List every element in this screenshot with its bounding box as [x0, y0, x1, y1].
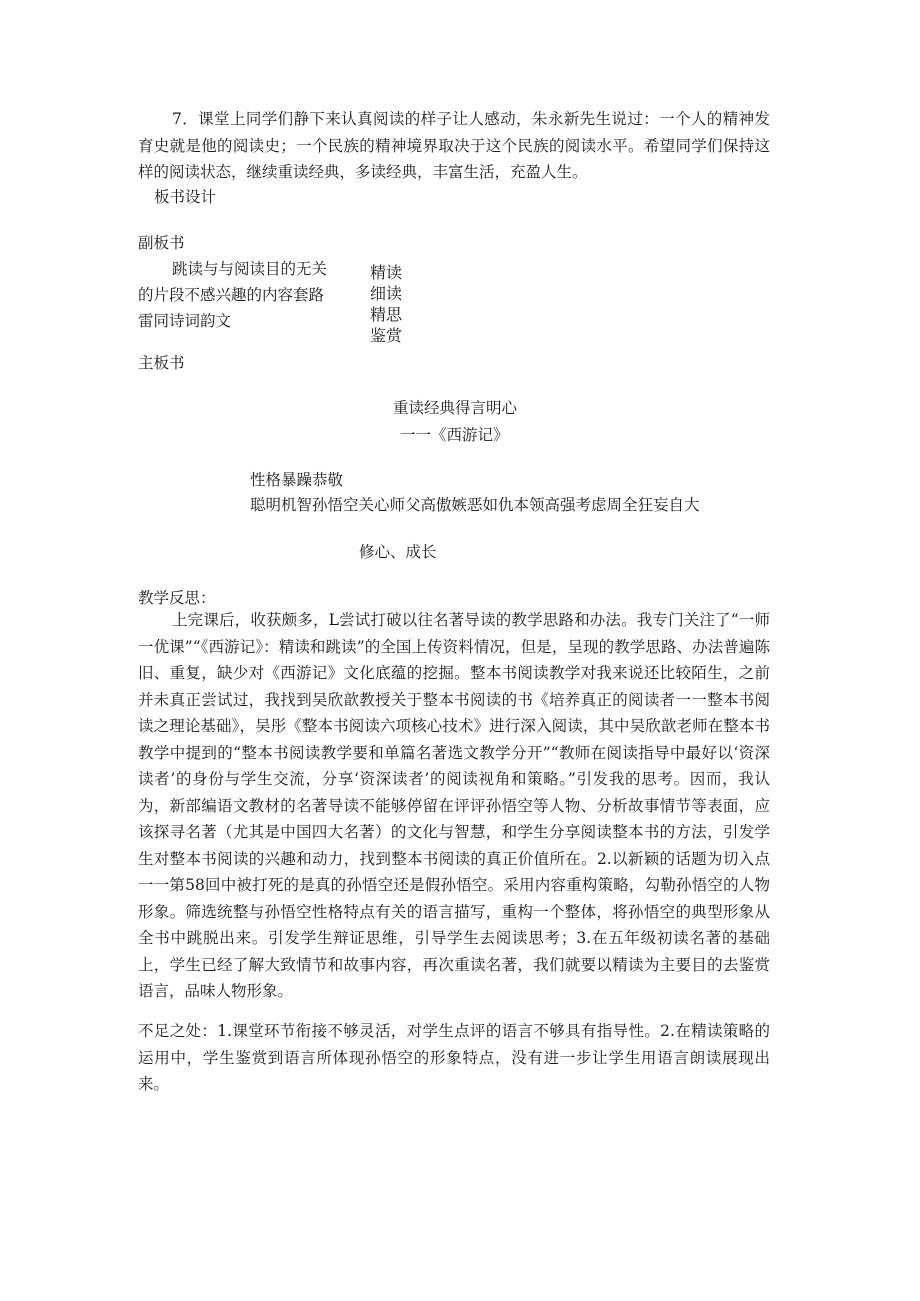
reflection-label: 教学反思：: [138, 589, 216, 607]
sub-board-right-line: 鉴赏: [370, 326, 403, 345]
main-board-bottom: 修心、成长: [359, 543, 437, 561]
reflection-paragraph: 上完课后，收获颇多，L尝试打破以往名著导读的教学思路和办法。我专门关注了“一师一优课”“《西游记》：精读和跳读”的全国上传资料情况，但是，呈现的教学思路、办法普遍陈旧、重复，缺少对《西游记》文化底蕴的挖掘。整本书阅读教学对我来说还比较陌生，之前并未真正尝试过，我找到吴欣歆教授关于整本书阅读的书《培养真正的阅读者一一整本书阅读之理论基础》，吴彤《整本书阅读六项核心技术》进行深入阅读，其中吴欣歆老师在整本书教学中提到的“整本书阅读教学要和单篇名著选文教学分开”“教师在阅读指导中最好以‘资深读者’的身份与学生交流，分享‘资深读者’的阅读视角和策略。”引发我的思考。因而，我认为，新部编语文教材的名著导读不能够停留在评评孙悟空等人物、分析故事情节等表面，应该探寻名著（尤其是中国四大名著）的文化与智慧，和学生分享阅读整本书的方法，引发学生对整本书阅读的兴趣和动力，找到整本书阅读的真正价值所在。2.以新颖的话题为切入点一一第58回中被打死的是真的孙悟空还是假孙悟空。采用内容重构策略，勾勒孙悟空的人物形象。筛选统整与孙悟空性格特点有关的语言描写，重构一个整体，将孙悟空的典型形象从全书中跳脱出来。引发学生辩证思维，引导学生去阅读思考；3.在五年级初读名著的基础上，学生已经了解大致情节和故事内容，再次重读名著，我们就要以精读为主要目的去鉴赏语言，品味人物形象。: [138, 611, 770, 1000]
main-board-line-2: 聪明机智孙悟空关心师父高傲嫉恶如仇本领高强考虑周全狂妄自大: [250, 496, 700, 514]
sub-board-right-line: 细读: [370, 284, 403, 303]
section-7-paragraph: 7．课堂上同学们静下来认真阅读的样子让人感动，朱永新先生说过：一个人的精神发育史就是他的阅读史；一个民族的精神境界取决于这个民族的阅读水平。希望同学们保持这样的阅读状态，继续重读经典，多读经典，丰富生活，充盈人生。: [138, 110, 770, 181]
sub-board-left-line: 雷同诗词韵文: [138, 312, 232, 330]
main-board-subtitle: 一一《西游记》: [400, 426, 509, 444]
sub-board-right-line: 精思: [370, 305, 403, 324]
sub-board-right-line: 精读: [370, 263, 403, 282]
sub-board-label: 副板书: [138, 234, 185, 252]
main-board-title: 重读经典得言明心: [393, 399, 518, 417]
sub-board-skim-list: [138, 256, 358, 334]
board-design-title: 板书设计: [154, 188, 217, 206]
shortcomings-paragraph: 不足之处：1.课堂环节衔接不够灵活，对学生点评的语言不够具有指导性。2.在精读策略的运用中，学生鉴赏到语言所体现孙悟空的形象特点，没有进一步让学生用语言朗读展现出来。: [138, 1022, 770, 1093]
sub-board-left-line: 的片段不感兴趣的内容套路: [138, 286, 325, 304]
main-board-label: 主板书: [138, 354, 185, 372]
sub-board-left-line: 跳读与与阅读目的无关: [172, 260, 328, 278]
main-board-line-1: 性格暴躁恭敬: [250, 471, 344, 489]
sub-board-close-reading-list: [370, 262, 402, 346]
